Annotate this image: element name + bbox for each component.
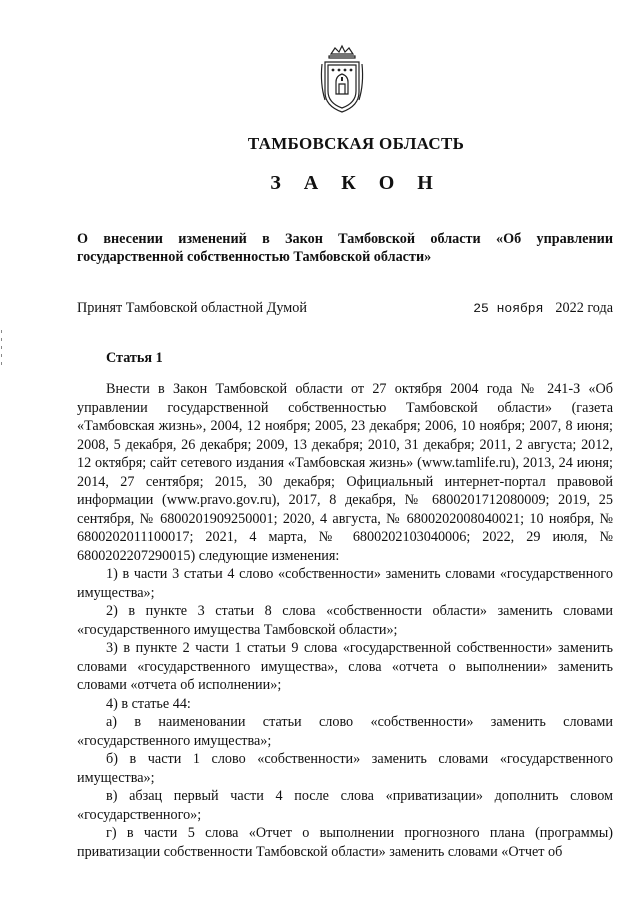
article-heading: Статья 1 xyxy=(106,350,163,366)
coat-of-arms-icon xyxy=(319,44,365,116)
adoption-date xyxy=(473,300,613,317)
adoption-line xyxy=(77,300,613,318)
adopted-by: Принят Тамбовской областной Думой xyxy=(77,300,307,316)
article-paragraph: в) абзац первый части 4 после слова «приватизации» дополнить словом «государственного»; xyxy=(77,788,613,823)
adoption-year: 2022 года xyxy=(555,300,613,316)
article-body xyxy=(77,380,613,861)
region-name: ТАМБОВСКАЯ ОБЛАСТЬ xyxy=(247,134,465,153)
article-paragraph: 4) в статье 44: xyxy=(106,695,191,712)
law-title: О внесении изменений в Закон Тамбовской области «Об управлении государственной собственностью Тамбовской области» xyxy=(77,231,613,265)
article-paragraph: 2) в пункте 3 статьи 8 слова «собственности области» заменить словами «государственного имущества Тамбовской области»; xyxy=(77,603,613,638)
adoption-day-month: 25 ноября xyxy=(473,301,544,316)
article-paragraph: 3) в пункте 2 части 1 статьи 9 слова «государственной собственности» заменить словами «государственного имущества», слова «отчета о выполнении» заменить словами «отчета об исполнении»; xyxy=(77,640,613,693)
article-paragraph: г) в части 5 слова «Отчет о выполнении прогнозного плана (программы) приватизации собственности Тамбовской области» заменить словами «Отчет об xyxy=(77,825,613,860)
article-paragraph: а) в наименовании статьи слово «собственности» заменить словами «государственного имущества»; xyxy=(77,714,613,749)
article-paragraph: 1) в части 3 статьи 4 слово «собственности» заменить словами «государственного имущества»; xyxy=(77,566,613,601)
document-type: З А К О Н xyxy=(270,172,442,194)
article-paragraph: б) в части 1 слово «собственности» заменить словами «государственного имущества»; xyxy=(77,751,613,786)
scan-margin-marks xyxy=(0,330,4,370)
article-paragraph: Внести в Закон Тамбовской области от 27 октября 2004 года № 241-З «Об управлении государственной собственностью Тамбовской области» (газета «Тамбовская жизнь», 2004, 12 ноября; 2005, 23 декабря; 2006, 10 ноября; 2007, 8 июня; 2008, 5 декабря, 26 декабря; 2009, 13 декабря; 2010, 31 декабря; 2011, 2 августа; 2012, 12 октября; сайт сетевого издания «Тамбовская жизнь» (www.tamlife.ru), 2013, 24 июня; 2014, 27 сентября; 2015, 30 декабря; Официальный интернет-портал правовой информации (www.pravo.gov.ru), 2017, 8 декабря, № 6800201712080009; 2019, 25 сентября, № 6800201909250001; 2020, 4 августа, № 6800202008040021; 10 ноября, № 6800202011100017; 2021, 4 марта, № 6800202103040006; 2022, 29 июля, № 6800202207290015) следующие изменения: xyxy=(77,381,613,564)
